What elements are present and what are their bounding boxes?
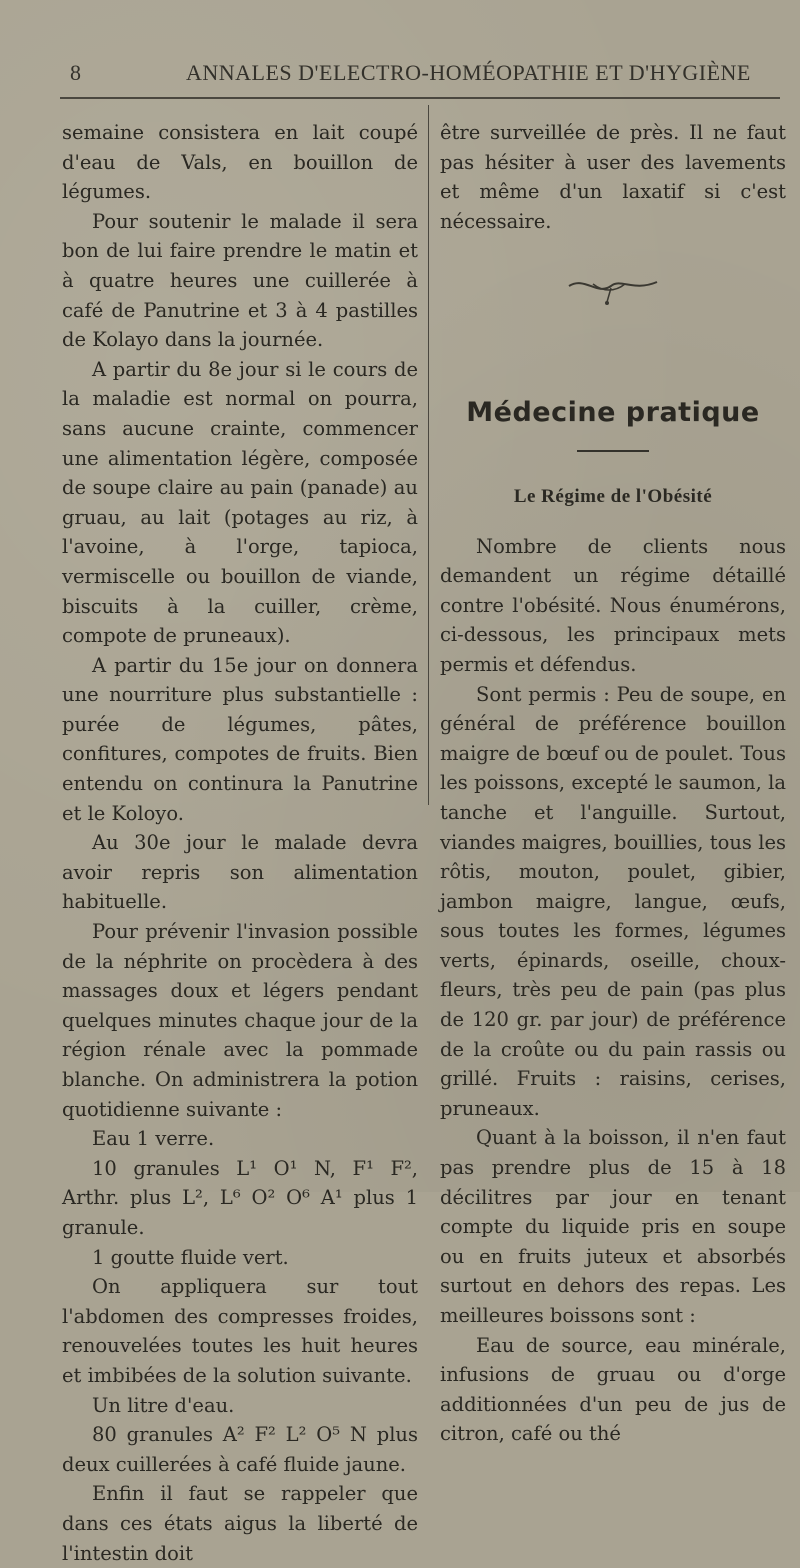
paragraph: Pour prévenir l'invasion possible de la néphrite on procèdera à des massages doux et légers pendant quelques minutes chaque jour de la région rénale avec la pommade blanche. On administrera la potion quotidienne suivante : [62, 920, 418, 1121]
running-title: ANNALES D'ELECTRO-HOMÉOPATHIE ET D'HYGIÈNE [186, 60, 751, 85]
paragraph: Quant à la boisson, il n'en faut pas prendre plus de 15 à 18 décilitres par jour en tenant compte du liquide pris en soupe ou en fruits juteux et absorbés surtout en dehors des repas. Les meilleures boissons sont : [440, 1126, 786, 1327]
article-subtitle: Le Régime de l'Obésité [513, 485, 713, 507]
paragraph: être surveillée de près. Il ne faut pas hésiter à user des lavements et même d'un laxatif si c'est nécessaire. [440, 121, 786, 233]
title-rule [577, 450, 649, 452]
paragraph: 10 granules L¹ O¹ N, F¹ F², Arthr. plus L², L⁶ O² O⁶ A¹ plus 1 granule. [62, 1156, 418, 1239]
paragraph: Un litre d'eau. [92, 1393, 235, 1417]
page-number: 8 [70, 60, 82, 85]
paragraph: A partir du 8e jour si le cours de la maladie est normal on pourra, sans aucune crainte, commencer une alimentation légère, composée de soupe claire au pain (panade) au gruau, au lait (potages au riz, à l'avoine, à l'orge, tapioca, vermiscelle ou bouillon de viande, biscuits à la cuiller, crème, compote de pruneaux). [62, 357, 418, 648]
paragraph: On appliquera sur tout l'abdomen des compresses froides, renouvelées toutes les huit heures et imbibées de la solution suivante. [62, 1275, 418, 1387]
paragraph: A partir du 15e jour on donnera une nourriture plus substantielle : purée de légumes, pâtes, confitures, compotes de fruits. Bien entendu on continura la Panutrine et le Koloyo. [62, 653, 418, 825]
paragraph: Eau de source, eau minérale, infusions de gruau ou d'orge additionnées d'un peu de jus de citron, café ou thé [440, 1333, 786, 1446]
paragraph: Au 30e jour le malade devra avoir repris son alimentation habituelle. [62, 831, 418, 914]
paragraph: 80 granules A² F² L² O⁵ N plus deux cuillerées à café fluide jaune. [62, 1423, 418, 1476]
paragraph: semaine consistera en lait coupé d'eau de Vals, en bouillon de légumes. [62, 121, 418, 204]
paragraph: Nombre de clients nous demandent un régime détaillé contre l'obésité. Nous énumérons, ci-dessous, les principaux mets permis et défendus. [440, 534, 786, 676]
paragraph: Pour soutenir le malade il sera bon de lui faire prendre le matin et à quatre heures une cuillerée à café de Panutrine et 3 à 4 pastilles de Kolayo dans la journée. [62, 209, 418, 352]
paragraph: Eau 1 verre. [92, 1127, 215, 1151]
section-title: Médecine pratique [466, 397, 760, 429]
ornament-icon [440, 272, 786, 324]
header-rule [60, 97, 780, 99]
paragraph: 1 goutte fluide vert. [92, 1245, 289, 1269]
paragraph: Sont permis : Peu de soupe, en général de préférence bouillon maigre de bœuf ou de poulet. Tous les poissons, excepté le saumon, la tanche et l'anguille. Surtout, viandes maigres, bouillies, tous les rôtis, mouton, poulet, gibier, jambon maigre, langue, œufs, sous toutes les formes, légumes verts, épinards, oseille, choux-fleurs, très peu de pain (pas plus de 120 gr. par jour) de préférence de la croûte ou du pain rassis ou grillé. Fruits : raisins, cerises, pruneaux. [440, 682, 786, 1120]
paragraph: Enfin il faut se rappeler que dans ces états aigus la liberté de l'intestin doit [62, 1482, 418, 1565]
column-divider [428, 105, 429, 805]
left-column [62, 118, 418, 1568]
right-column [440, 118, 786, 1449]
page-header [60, 60, 760, 96]
